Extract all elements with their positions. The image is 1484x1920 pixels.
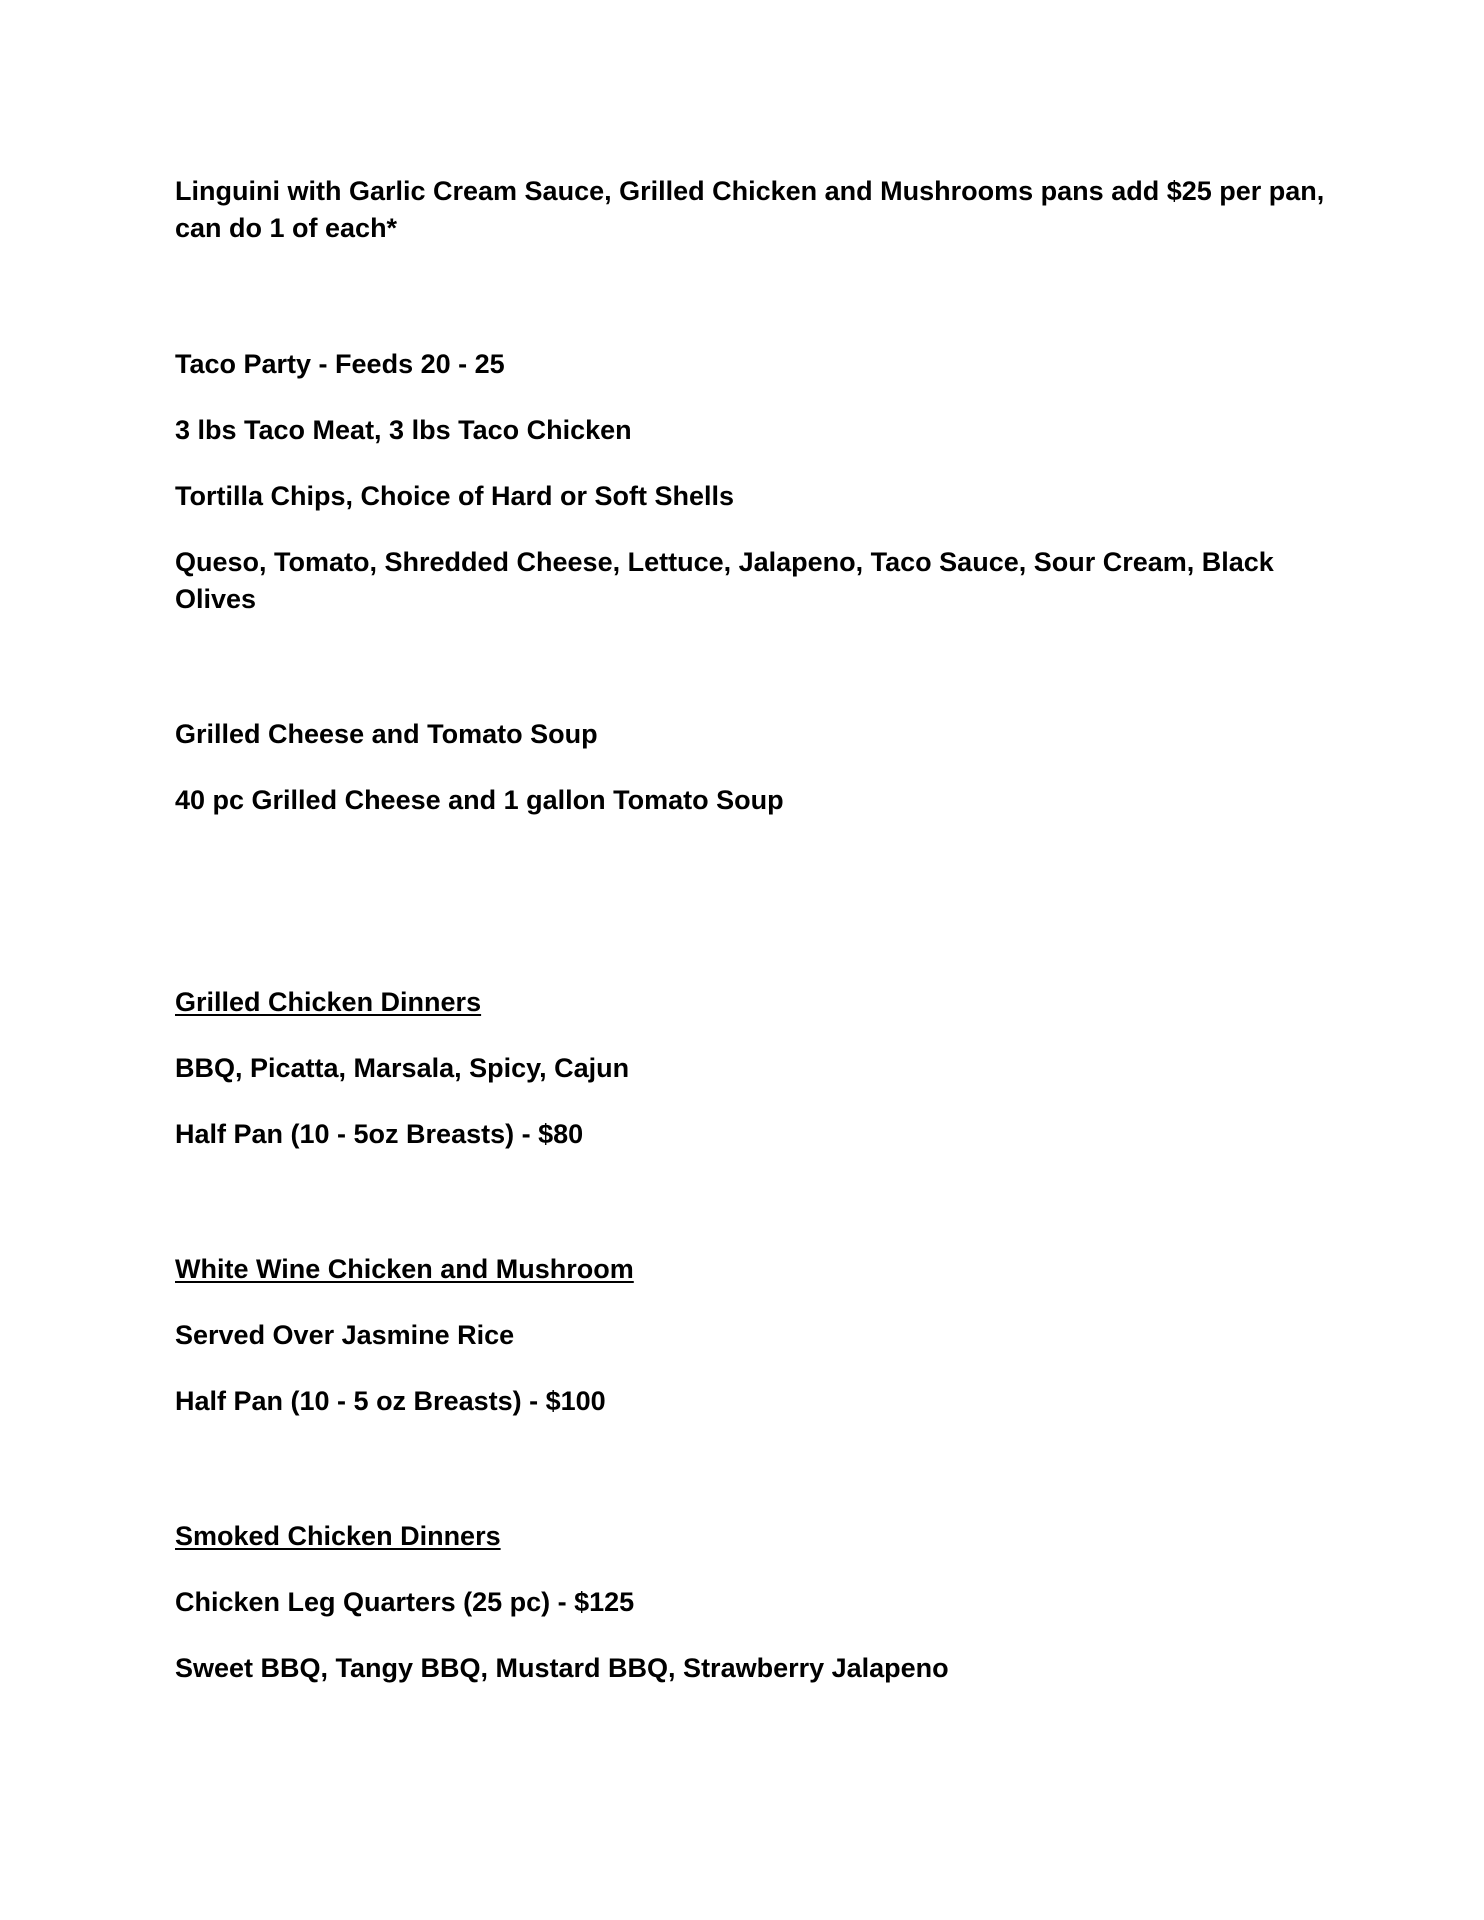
grilled-cheese-title: Grilled Cheese and Tomato Soup (175, 719, 598, 749)
linguini-note: Linguini with Garlic Cream Sauce, Grilled Chicken and Mushrooms pans add $25 per pan, can do 1 of each* (175, 176, 1325, 243)
grilled-chicken-flavors: BBQ, Picatta, Marsala, Spicy, Cajun (175, 1053, 630, 1083)
smoked-chicken-sauces: Sweet BBQ, Tangy BBQ, Mustard BBQ, Strawberry Jalapeno (175, 1653, 949, 1683)
smoked-chicken-price: Chicken Leg Quarters (25 pc) - $125 (175, 1587, 635, 1617)
taco-party-toppings: Queso, Tomato, Shredded Cheese, Lettuce, Jalapeno, Taco Sauce, Sour Cream, Black Olives (175, 547, 1274, 614)
white-wine-heading: White Wine Chicken and Mushroom (175, 1254, 634, 1284)
grilled-cheese-detail: 40 pc Grilled Cheese and 1 gallon Tomato Soup (175, 785, 784, 815)
white-wine-served: Served Over Jasmine Rice (175, 1320, 515, 1350)
taco-party-title: Taco Party - Feeds 20 - 25 (175, 349, 505, 379)
grilled-chicken-heading: Grilled Chicken Dinners (175, 987, 482, 1017)
grilled-chicken-price: Half Pan (10 - 5oz Breasts) - $80 (175, 1119, 584, 1149)
taco-party-meat: 3 lbs Taco Meat, 3 lbs Taco Chicken (175, 415, 632, 445)
white-wine-price: Half Pan (10 - 5 oz Breasts) - $100 (175, 1386, 606, 1416)
taco-party-shells: Tortilla Chips, Choice of Hard or Soft Shells (175, 481, 735, 511)
smoked-chicken-heading: Smoked Chicken Dinners (175, 1521, 501, 1551)
